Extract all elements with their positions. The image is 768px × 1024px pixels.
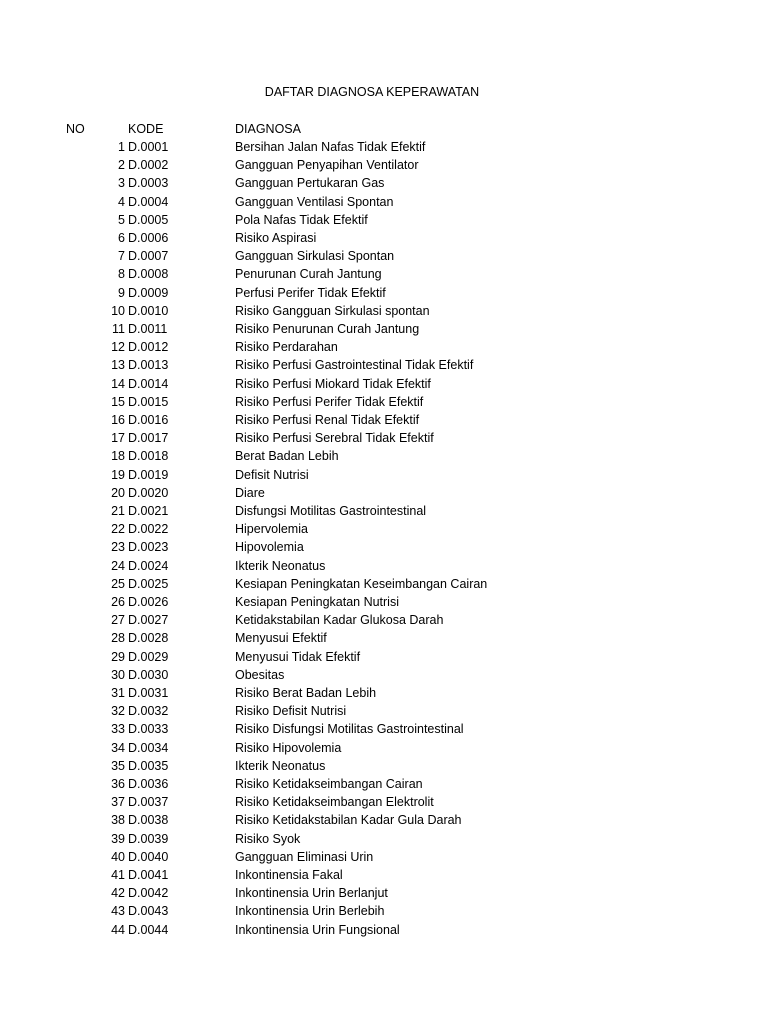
row-diagnosa: Perfusi Perifer Tidak Efektif (235, 285, 386, 300)
row-diagnosa: Inkontinensia Urin Fungsional (235, 922, 400, 937)
table-row (0, 739, 768, 757)
row-kode: D.0001 (128, 140, 169, 154)
row-no: 34 (111, 740, 125, 755)
row-no: 4 (118, 194, 125, 209)
header-no: NO (66, 122, 85, 136)
table-row (0, 757, 768, 775)
row-no: 1 (118, 140, 125, 154)
row-no: 26 (111, 595, 125, 609)
row-diagnosa: Pola Nafas Tidak Efektif (235, 212, 368, 227)
row-no: 40 (111, 849, 125, 864)
row-kode: D.0037 (128, 795, 169, 810)
row-diagnosa: Risiko Defisit Nutrisi (235, 704, 347, 719)
table-row (0, 775, 768, 793)
table-row (0, 921, 768, 939)
table-row (0, 193, 768, 211)
row-diagnosa: Defisit Nutrisi (235, 467, 309, 482)
row-diagnosa: Risiko Perfusi Serebral Tidak Efektif (235, 431, 434, 446)
table-row (0, 520, 768, 538)
row-no: 31 (111, 686, 125, 700)
row-kode: D.0016 (128, 413, 169, 427)
row-diagnosa: Menyusui Tidak Efektif (235, 649, 361, 664)
table-row (0, 411, 768, 429)
row-diagnosa: Hipovolemia (235, 540, 304, 555)
row-no: 24 (111, 558, 125, 573)
row-diagnosa: Ketidakstabilan Kadar Glukosa Darah (235, 613, 444, 628)
row-diagnosa: Obesitas (235, 667, 285, 682)
table-header-row (0, 120, 768, 138)
row-kode: D.0039 (128, 831, 169, 846)
row-kode: D.0010 (128, 303, 169, 318)
row-kode: D.0019 (128, 467, 169, 482)
header-kode: KODE (128, 122, 164, 136)
row-kode: D.0032 (128, 704, 169, 719)
document-title: DAFTAR DIAGNOSA KEPERAWATAN (264, 85, 480, 99)
row-diagnosa: Risiko Penurunan Curah Jantung (235, 322, 420, 336)
row-no: 10 (111, 303, 125, 318)
row-diagnosa: Ikterik Neonatus (235, 558, 326, 573)
row-kode: D.0038 (128, 813, 169, 828)
table-row (0, 247, 768, 265)
row-diagnosa: Kesiapan Peningkatan Keseimbangan Cairan (235, 576, 488, 591)
row-kode: D.0023 (128, 540, 169, 555)
row-diagnosa: Gangguan Penyapihan Ventilator (235, 158, 419, 173)
table-row (0, 830, 768, 848)
row-no: 9 (118, 285, 125, 300)
table-row (0, 338, 768, 356)
table-row (0, 174, 768, 192)
row-diagnosa: Berat Badan Lebih (235, 449, 339, 464)
row-diagnosa: Risiko Gangguan Sirkulasi spontan (235, 303, 430, 318)
row-no: 39 (111, 831, 125, 846)
table-row (0, 356, 768, 374)
row-diagnosa: Risiko Perfusi Perifer Tidak Efektif (235, 394, 424, 409)
row-diagnosa: Inkontinensia Urin Berlebih (235, 904, 385, 919)
row-kode: D.0044 (128, 922, 169, 937)
table-row (0, 538, 768, 556)
row-diagnosa: Penurunan Curah Jantung (235, 267, 382, 282)
table-row (0, 593, 768, 611)
row-diagnosa: Risiko Ketidakseimbangan Elektrolit (235, 795, 434, 810)
row-kode: D.0043 (128, 904, 169, 919)
row-no: 5 (118, 212, 125, 227)
row-no: 15 (111, 394, 125, 409)
row-diagnosa: Bersihan Jalan Nafas Tidak Efektif (235, 140, 426, 154)
row-no: 18 (111, 449, 125, 464)
table-row (0, 302, 768, 320)
row-kode: D.0025 (128, 576, 169, 591)
row-kode: D.0004 (128, 194, 169, 209)
row-no: 11 (112, 322, 125, 336)
table-row (0, 284, 768, 302)
table-row (0, 211, 768, 229)
table-row (0, 648, 768, 666)
row-diagnosa: Risiko Perdarahan (235, 340, 338, 355)
row-diagnosa: Risiko Perfusi Renal Tidak Efektif (235, 413, 420, 427)
row-kode: D.0014 (128, 376, 169, 391)
row-kode: D.0031 (128, 686, 169, 700)
table-row (0, 902, 768, 920)
row-kode: D.0036 (128, 777, 169, 791)
row-diagnosa: Risiko Perfusi Gastrointestinal Tidak Efektif (235, 358, 474, 373)
table-row (0, 811, 768, 829)
row-kode: D.0007 (128, 249, 169, 264)
row-diagnosa: Risiko Berat Badan Lebih (235, 686, 377, 700)
row-kode: D.0018 (128, 449, 169, 464)
row-diagnosa: Gangguan Pertukaran Gas (235, 176, 385, 191)
row-diagnosa: Disfungsi Motilitas Gastrointestinal (235, 504, 427, 518)
row-kode: D.0005 (128, 212, 169, 227)
row-diagnosa: Gangguan Ventilasi Spontan (235, 194, 394, 209)
table-row (0, 629, 768, 647)
row-kode: D.0033 (128, 722, 169, 737)
row-diagnosa: Inkontinensia Urin Berlanjut (235, 886, 388, 901)
table-row (0, 848, 768, 866)
row-diagnosa: Gangguan Eliminasi Urin (235, 849, 374, 864)
table-row (0, 611, 768, 629)
row-diagnosa: Inkontinensia Fakal (235, 868, 343, 882)
row-kode: D.0041 (128, 868, 169, 882)
row-kode: D.0034 (128, 740, 169, 755)
row-kode: D.0042 (128, 886, 169, 901)
row-no: 8 (118, 267, 125, 282)
row-kode: D.0009 (128, 285, 169, 300)
row-no: 35 (111, 758, 125, 773)
table-row (0, 320, 768, 338)
row-kode: D.0029 (128, 649, 169, 664)
row-no: 17 (111, 431, 125, 446)
table-row (0, 156, 768, 174)
row-kode: D.0024 (128, 558, 169, 573)
table-row (0, 484, 768, 502)
row-kode: D.0008 (128, 267, 169, 282)
row-no: 29 (111, 649, 125, 664)
table-row (0, 265, 768, 283)
row-no: 16 (111, 413, 125, 427)
row-diagnosa: Menyusui Efektif (235, 631, 327, 646)
table-row (0, 666, 768, 684)
row-kode: D.0028 (128, 631, 169, 646)
table-row (0, 429, 768, 447)
row-kode: D.0015 (128, 394, 169, 409)
table-row (0, 502, 768, 520)
row-kode: D.0012 (128, 340, 169, 355)
row-diagnosa: Diare (235, 485, 265, 500)
row-no: 14 (111, 376, 125, 391)
row-no: 21 (111, 504, 125, 518)
row-kode: D.0006 (128, 231, 169, 245)
row-no: 12 (111, 340, 125, 355)
row-no: 20 (111, 485, 125, 500)
row-kode: D.0017 (128, 431, 169, 446)
row-no: 7 (118, 249, 125, 264)
table-row (0, 229, 768, 247)
row-no: 30 (111, 667, 125, 682)
table-row (0, 138, 768, 156)
row-kode: D.0026 (128, 595, 169, 609)
row-no: 36 (111, 777, 125, 791)
table-row (0, 575, 768, 593)
table-row (0, 684, 768, 702)
row-diagnosa: Risiko Disfungsi Motilitas Gastrointestinal (235, 722, 464, 737)
row-no: 3 (118, 176, 125, 191)
table-row (0, 720, 768, 738)
table-row (0, 793, 768, 811)
row-kode: D.0030 (128, 667, 169, 682)
row-no: 25 (111, 576, 125, 591)
row-no: 41 (111, 868, 125, 882)
header-diagnosa: DIAGNOSA (235, 122, 301, 136)
row-no: 22 (111, 522, 125, 537)
row-no: 6 (118, 231, 125, 245)
row-kode: D.0021 (128, 504, 169, 518)
row-kode: D.0011 (128, 322, 168, 336)
row-kode: D.0022 (128, 522, 169, 537)
row-no: 13 (111, 358, 125, 373)
row-diagnosa: Risiko Syok (235, 831, 301, 846)
table-row (0, 884, 768, 902)
row-diagnosa: Gangguan Sirkulasi Spontan (235, 249, 395, 264)
table-row (0, 466, 768, 484)
table-row (0, 866, 768, 884)
table-row (0, 557, 768, 575)
row-kode: D.0013 (128, 358, 169, 373)
row-diagnosa: Ikterik Neonatus (235, 758, 326, 773)
row-no: 44 (111, 922, 125, 937)
row-no: 28 (111, 631, 125, 646)
row-no: 37 (111, 795, 125, 810)
row-no: 2 (118, 158, 125, 173)
row-no: 23 (111, 540, 125, 555)
row-no: 32 (111, 704, 125, 719)
row-diagnosa: Hipervolemia (235, 522, 308, 537)
row-diagnosa: Kesiapan Peningkatan Nutrisi (235, 595, 399, 609)
row-no: 19 (111, 467, 125, 482)
row-kode: D.0027 (128, 613, 169, 628)
table-row (0, 702, 768, 720)
table-row (0, 375, 768, 393)
row-diagnosa: Risiko Ketidakseimbangan Cairan (235, 777, 423, 791)
table-row (0, 393, 768, 411)
row-kode: D.0020 (128, 485, 169, 500)
row-no: 38 (111, 813, 125, 828)
row-diagnosa: Risiko Ketidakstabilan Kadar Gula Darah (235, 813, 462, 828)
row-no: 33 (111, 722, 125, 737)
row-kode: D.0040 (128, 849, 169, 864)
row-kode: D.0003 (128, 176, 169, 191)
row-no: 42 (111, 886, 125, 901)
row-kode: D.0002 (128, 158, 169, 173)
row-diagnosa: Risiko Aspirasi (235, 231, 317, 245)
row-no: 27 (111, 613, 125, 628)
row-diagnosa: Risiko Perfusi Miokard Tidak Efektif (235, 376, 431, 391)
row-kode: D.0035 (128, 758, 169, 773)
row-no: 43 (111, 904, 125, 919)
row-diagnosa: Risiko Hipovolemia (235, 740, 342, 755)
table-row (0, 447, 768, 465)
